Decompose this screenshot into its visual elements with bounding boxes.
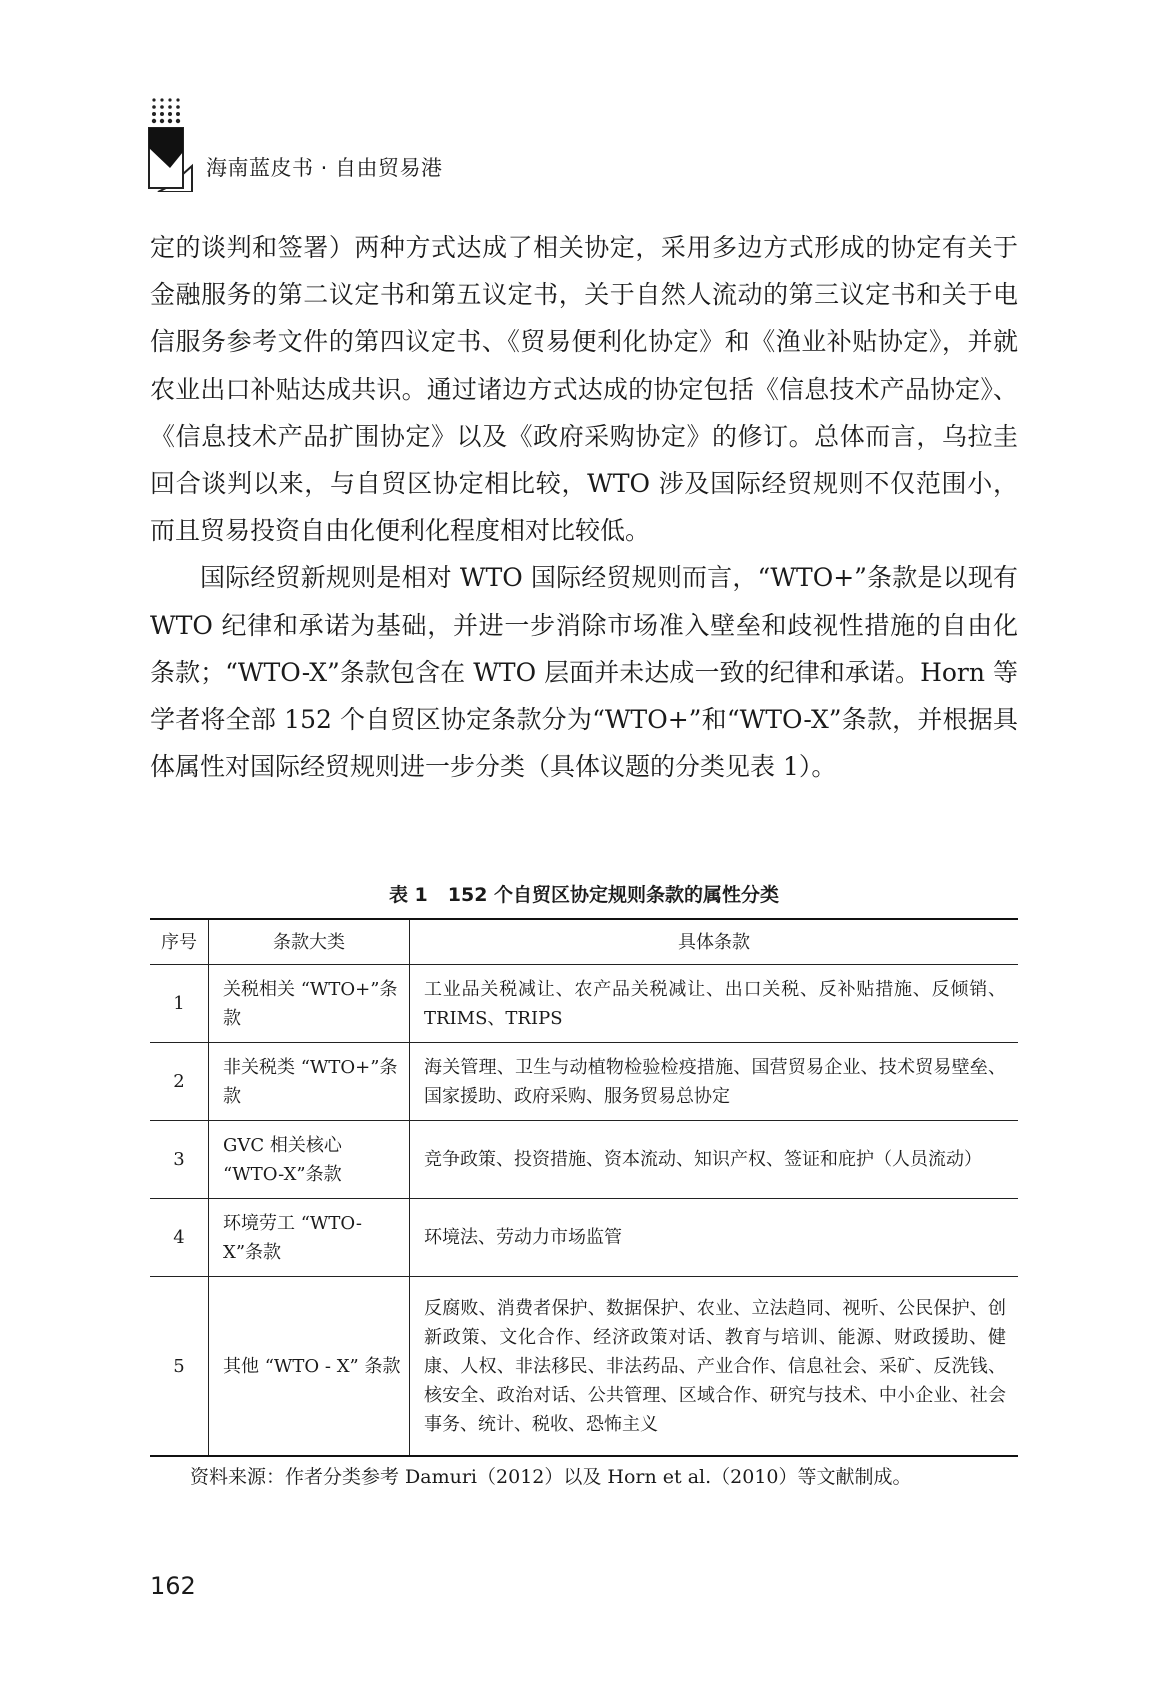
- row-number: 3: [150, 1121, 209, 1199]
- clause-items: 工业品关税减让、农产品关税减让、出口关税、反补贴措施、反倾销、TRIMS、TRIPS: [410, 965, 1019, 1043]
- clause-category: GVC 相关核心 “WTO-X”条款: [209, 1121, 410, 1199]
- table-row: [150, 1043, 1018, 1121]
- row-number: 4: [150, 1199, 209, 1277]
- table-row: [150, 1121, 1018, 1199]
- clause-items: 海关管理、卫生与动植物检验检疫措施、国营贸易企业、技术贸易壁垒、国家援助、政府采购、服务贸易总协定: [410, 1043, 1019, 1121]
- table-caption-text: 152 个自贸区协定规则条款的属性分类: [447, 884, 780, 906]
- clause-items: 环境法、劳动力市场监管: [410, 1199, 1019, 1277]
- clause-items: 反腐败、消费者保护、数据保护、农业、立法趋同、视听、公民保护、创新政策、文化合作、经济政策对话、教育与培训、能源、财政援助、健康、人权、非法移民、非法药品、产业合作、信息社会、采矿、反洗钱、核安全、政治对话、公共管理、区域合作、研究与技术、中小企业、社会事务、统计、税收、恐怖主义: [410, 1277, 1019, 1457]
- body-text: [150, 224, 1018, 790]
- row-number: 2: [150, 1043, 209, 1121]
- column-header: 具体条款: [410, 919, 1019, 965]
- paragraph: 国际经贸新规则是相对 WTO 国际经贸规则而言，“WTO+”条款是以现有 WTO 纪律和承诺为基础，并进一步消除市场准入壁垒和歧视性措施的自由化条款；“WTO-X”条款包含在 WTO 层面并未达成一致的纪律和承诺。Horn 等学者将全部 152 个自贸区协定条款分为“WTO+”和“WTO-X”条款，并根据具体属性对国际经贸规则进一步分类（具体议题的分类见表 1）。: [150, 563, 1018, 782]
- clause-category: 环境劳工 “WTO-X”条款: [209, 1199, 410, 1277]
- table-caption: [150, 880, 1018, 907]
- table-header-row: [150, 919, 1018, 965]
- column-header: 序号: [150, 919, 209, 965]
- clause-classification-table: [150, 918, 1018, 1457]
- table-row: [150, 1199, 1018, 1277]
- clause-category: 其他 “WTO - X” 条款: [209, 1277, 410, 1457]
- bluebook-corner-icon: [148, 96, 198, 192]
- running-header-title: 海南蓝皮书 · 自由贸易港: [206, 156, 443, 180]
- table-caption-number: 表 1: [388, 884, 428, 906]
- page-number: 162: [150, 1572, 196, 1600]
- table-row: [150, 1277, 1018, 1457]
- table-row: [150, 965, 1018, 1043]
- clause-items: 竞争政策、投资措施、资本流动、知识产权、签证和庇护（人员流动）: [410, 1121, 1019, 1199]
- clause-category: 非关税类 “WTO+”条款: [209, 1043, 410, 1121]
- row-number: 1: [150, 965, 209, 1043]
- row-number: 5: [150, 1277, 209, 1457]
- paragraph: 定的谈判和签署）两种方式达成了相关协定，采用多边方式形成的协定有关于金融服务的第二议定书和第五议定书，关于自然人流动的第三议定书和关于电信服务参考文件的第四议定书、《贸易便利化协定》和《渔业补贴协定》，并就农业出口补贴达成共识。通过诸边方式达成的协定包括《信息技术产品协定》、《信息技术产品扩围协定》以及《政府采购协定》的修订。总体而言，乌拉圭回合谈判以来，与自贸区协定相比较，WTO 涉及国际经贸规则不仅范围小，而且贸易投资自由化便利化程度相对比较低。: [150, 233, 1018, 546]
- table-source-note: 资料来源：作者分类参考 Damuri（2012）以及 Horn et al.（2010）等文献制成。: [190, 1466, 912, 1488]
- clause-category: 关税相关 “WTO+”条款: [209, 965, 410, 1043]
- column-header: 条款大类: [209, 919, 410, 965]
